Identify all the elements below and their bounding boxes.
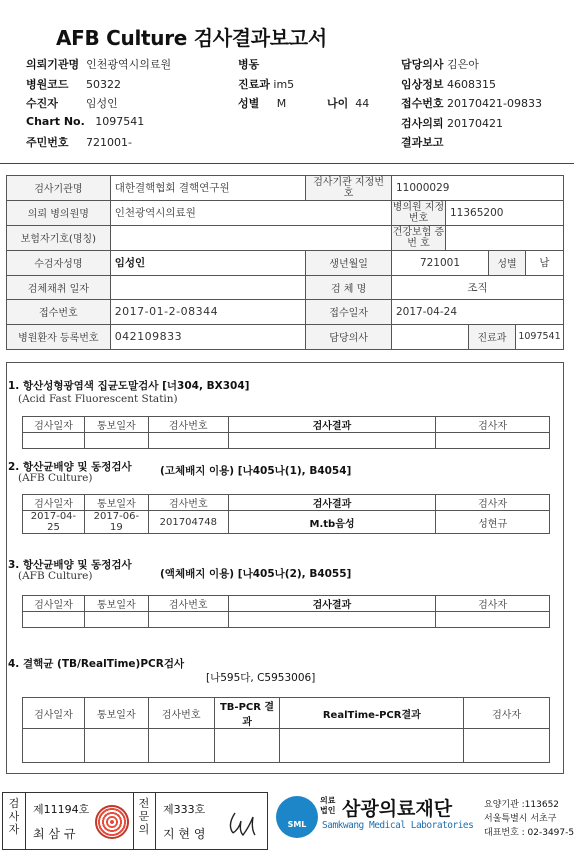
divider [155, 793, 156, 849]
table-header-row [23, 495, 550, 511]
section-note: (고체배지 이용) [나405나(1), B4054] [160, 465, 352, 477]
patient-name-label: 수검자성명 [7, 250, 111, 275]
insurance-card-label: 건강보험 증 번 호 [392, 226, 445, 249]
table-row [23, 729, 550, 763]
result-table-4 [22, 697, 550, 763]
table-cell [436, 433, 550, 449]
column-header: RealTime-PCR결과 [280, 698, 464, 729]
org-name: 삼광의료재단 [342, 798, 453, 820]
table-row [23, 511, 550, 534]
header-value: 20170421 [447, 116, 504, 130]
org-address: 서울특별시 서초구 [484, 814, 557, 824]
section-title: 1. 항산성형광염색 집균도말검사 [너304, BX304] [8, 380, 250, 392]
exam-org-label: 검사기관명 [7, 176, 111, 201]
column-header: 검사번호 [148, 417, 228, 433]
req-hospital-label: 의뢰 병의원명 [7, 200, 111, 225]
header-label: 병원코드 [26, 77, 69, 91]
table-row [7, 324, 564, 349]
table-header-row [23, 596, 550, 612]
column-header: 검사자 [464, 698, 550, 729]
header-label: 임상정보 [401, 77, 444, 91]
header-label: 결과보고 [401, 136, 444, 149]
insurance-card-cell [391, 225, 563, 250]
examiner-name: 최 삼 규 [33, 827, 76, 841]
table-cell [84, 612, 148, 628]
column-header: 검사결과 [228, 495, 435, 511]
accession-label: 접수번호 [7, 300, 111, 325]
table-cell [228, 612, 436, 628]
sex-value: 남 [539, 257, 550, 269]
table-cell [84, 729, 148, 763]
exam-org-code-value: 11000029 [391, 176, 563, 201]
table-cell: M.tb음성 [228, 511, 435, 534]
section-subtitle: (AFB Culture) [18, 570, 93, 582]
table-cell [214, 729, 280, 763]
result-table-1 [22, 416, 550, 449]
column-header: 통보일자 [84, 698, 148, 729]
exam-org-value: 대한결핵협회 결핵연구원 [110, 176, 306, 201]
header-label: Chart No. [26, 114, 85, 128]
table-cell [23, 729, 85, 763]
header-label: 진료과 [238, 77, 270, 91]
column-header: 통보일자 [84, 596, 148, 612]
received-value: 2017-04-24 [391, 300, 563, 325]
specialist-label: 전문의 [138, 797, 150, 836]
logo-text: SML [287, 820, 307, 829]
header-label: 나이 [327, 97, 349, 110]
table-cell: 2017-06-19 [84, 511, 148, 534]
req-hospital-value: 인천광역시의료원 [110, 200, 391, 225]
examiner-license: 제11194호 [33, 803, 90, 816]
sml-logo-icon [276, 796, 318, 838]
signature-icon [225, 805, 261, 839]
specialist-name: 지 현 영 [163, 827, 206, 841]
column-header: 검사결과 [228, 596, 436, 612]
table-header-row [23, 698, 550, 729]
table-cell [84, 433, 148, 449]
header-value: 임성인 [85, 97, 118, 110]
header-value: M [276, 97, 287, 110]
section-note: (액체배지 이용) [나405나(2), B4055] [160, 568, 352, 580]
column-header: TB-PCR 결과 [214, 698, 280, 729]
specimen-label: 검 체 명 [306, 275, 392, 300]
header-value: 44 [355, 97, 370, 110]
divider [133, 793, 134, 849]
header-right [401, 56, 542, 154]
doctor-label: 담당의사 [306, 324, 392, 349]
insurer-label: 보험자기호(명칭) [7, 225, 111, 250]
doctor-dept-cell [391, 324, 563, 349]
column-header: 통보일자 [84, 495, 148, 511]
header-value: 1097541 [95, 114, 145, 128]
header-value: 50322 [86, 77, 121, 91]
received-label: 접수일자 [306, 300, 392, 325]
column-header: 검사자 [436, 495, 550, 511]
column-header: 검사자 [436, 596, 550, 612]
table-cell [23, 612, 85, 628]
table-cell: 성현규 [436, 511, 550, 534]
examiner-seal-icon [95, 805, 129, 839]
section-title: 4. 결핵균 (TB/RealTime)PCR검사 [8, 658, 185, 670]
header-value: im5 [273, 77, 295, 91]
table-row [23, 612, 550, 628]
table-cell [148, 729, 214, 763]
divider [25, 793, 26, 849]
birth-label: 생년월일 [306, 250, 392, 275]
collect-date-label: 검체채취 일자 [7, 275, 111, 300]
hospital-code-cell [391, 200, 563, 225]
column-header: 검사번호 [148, 596, 228, 612]
section-note: [나595다, C5953006] [206, 672, 316, 684]
org-code: 요양기관 :113652 [484, 800, 560, 810]
table-cell [23, 433, 85, 449]
dept-label: 진료과 [468, 325, 516, 349]
header-divider [0, 163, 574, 164]
column-header: 검사번호 [148, 495, 228, 511]
exam-org-code-label: 검사기관 지정번호 [306, 176, 392, 201]
header-age [327, 95, 369, 111]
column-header: 통보일자 [84, 417, 148, 433]
header-left [26, 56, 171, 154]
reg-no-label: 병원환자 등록번호 [7, 324, 111, 349]
hospital-code-value: 11365200 [449, 206, 504, 219]
hospital-code-label: 병의원 지정번호 [392, 201, 445, 224]
result-table-2 [22, 494, 550, 534]
column-header: 검사결과 [228, 417, 436, 433]
section-subtitle: (AFB Culture) [18, 472, 93, 484]
column-header: 검사일자 [23, 417, 85, 433]
patient-name-value: 임성인 [110, 250, 306, 275]
examiner-label: 검사자 [8, 797, 20, 836]
table-cell [148, 433, 228, 449]
org-prefix: 의료법인 [320, 796, 336, 815]
report-title: AFB Culture 검사결과보고서 [56, 26, 327, 50]
header-label: 병동 [238, 58, 260, 71]
column-header: 검사자 [436, 417, 550, 433]
table-cell [228, 433, 436, 449]
table-cell [436, 612, 550, 628]
column-header: 검사일자 [23, 698, 85, 729]
header-label: 수진자 [26, 97, 58, 110]
section-title: 3. 항산균배양 및 동정검사 [8, 559, 132, 571]
section-title: 2. 항산균배양 및 동정검사 [8, 461, 132, 473]
result-table-3 [22, 595, 550, 628]
column-header: 검사일자 [23, 596, 85, 612]
header-label: 의뢰기관명 [26, 58, 80, 71]
specialist-license: 제333호 [163, 803, 206, 816]
signature-box [2, 792, 268, 850]
specimen-value: 조직 [391, 275, 563, 300]
table-cell: 201704748 [148, 511, 228, 534]
header-label: 담당의사 [401, 58, 444, 71]
org-english: Samkwang Medical Laboratories [322, 820, 474, 831]
header-value: 김은아 [447, 58, 479, 71]
table-row [7, 225, 564, 250]
table-row [7, 200, 564, 225]
sex-label: 성별 [488, 251, 526, 275]
table-cell [280, 729, 464, 763]
column-header: 검사일자 [23, 495, 85, 511]
birth-value: 721001 [419, 256, 461, 269]
insurance-card-value [446, 226, 450, 250]
info-table [6, 175, 564, 350]
header-label: 성별 [238, 97, 260, 110]
accession-value: 2017-01-2-08344 [110, 300, 306, 325]
birth-sex-cell [391, 250, 563, 275]
table-row [7, 250, 564, 275]
reg-no-value: 042109833 [110, 324, 306, 349]
table-row [23, 433, 550, 449]
table-cell: 2017-04-25 [23, 511, 85, 534]
header-value: 20170421-09833 [447, 97, 542, 110]
header-middle [238, 56, 294, 115]
insurer-value [110, 225, 391, 250]
org-phone: 대표번호 : 02-3497-5 [484, 828, 574, 838]
header-value: 인천광역시의료원 [86, 58, 172, 71]
header-label: 주민번호 [26, 136, 69, 149]
section-subtitle: (Acid Fast Fluorescent Statin) [18, 393, 178, 405]
header-label: 검사의뢰 [401, 116, 444, 130]
table-row [7, 275, 564, 300]
table-row [7, 176, 564, 201]
table-row [7, 300, 564, 325]
table-header-row [23, 417, 550, 433]
header-value: 4608315 [447, 77, 497, 91]
table-cell [464, 729, 550, 763]
table-cell [148, 612, 228, 628]
column-header: 검사번호 [148, 698, 214, 729]
collect-date-value [110, 275, 306, 300]
header-label: 접수번호 [401, 97, 444, 110]
header-value: 721001- [86, 136, 132, 149]
dept-value: 1097541 [518, 331, 561, 342]
